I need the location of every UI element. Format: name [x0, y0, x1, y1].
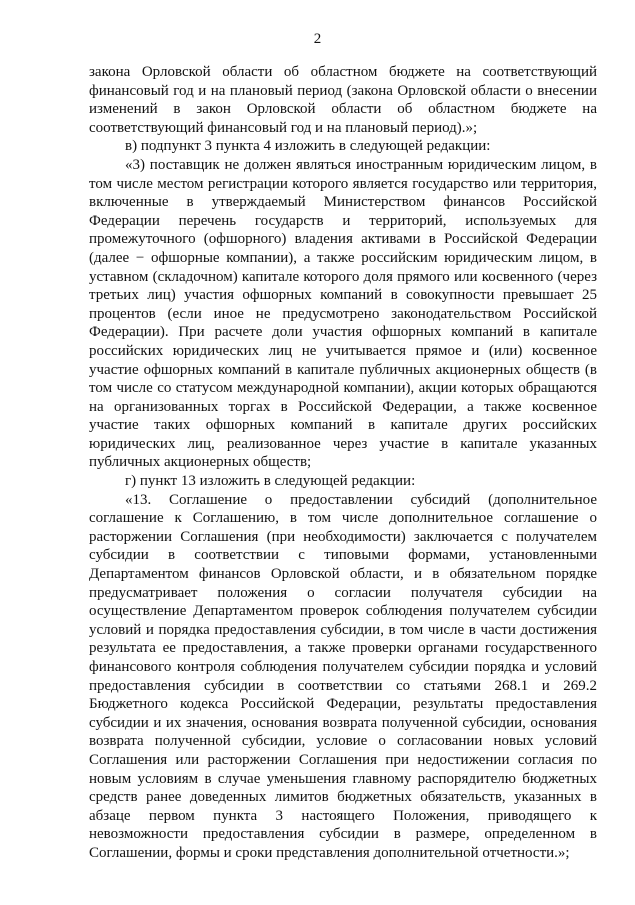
paragraph-subitem-v: в) подпункт 3 пункта 4 изложить в следующей редакции:: [125, 138, 491, 155]
document-body: [89, 63, 597, 863]
paragraph-item-3-text: «3) поставщик не должен являться иностранным юридическим лицом, в том числе местом регистрации которого является государство или территория, включенные в утверждаемый Министерством финансов Российской Федерации перечень государств и территорий, используемых для промежуточного (офшорного) владения активами в Российской Федерации (далее − офшорные компании), а также российским юридическим лицом, в уставном (складочном) капитале которого доля прямого или косвенного (через третьих лиц) участия офшорных компаний в совокупности превышает 25 процентов (если иное не предусмотрено законодательством Российской Федерации). При расчете доли участия офшорных компаний в капитале российских юридических лиц не учитывается прямое и (или) косвенное участие офшорных компаний в капитале публичных акционерных обществ (в том числе со статусом международной компании), акции которых обращаются на организованных торгах в Российской Федерации, а также косвенное участие таких офшорных компаний в капитале других российских юридических лиц, реализованное через участие в капитале указанных публичных акционерных обществ;: [89, 156, 597, 471]
paragraph-continuation: закона Орловской области об областном бюджете на соответствующий финансовый год и на плановый период (закона Орловской области о внесении изменений в закон Орловской области об областном бюджете на соответствующий финансовый год и на плановый период).»;: [89, 64, 597, 136]
paragraph-subitem-g: г) пункт 13 изложить в следующей редакции:: [125, 473, 416, 490]
page-number: 2: [313, 31, 322, 47]
paragraph-item-13-text: «13. Соглашение о предоставлении субсидий (дополнительное соглашение к Соглашению, в том числе дополнительное соглашение о расторжении Соглашения (при необходимости) заключается с получателем субсидии в соответствии с типовыми формами, установленными Департаментом финансов Орловской области, и в обязательном порядке предусматривает положения о согласии получателя субсидии на осуществление Департаментом проверок соблюдения получателем субсидии условий и порядка предоставления субсидии, в том числе в части достижения результата ее предоставления, а также проверки органами государственного финансового контроля соблюдения получателем субсидии порядка и условий предоставления субсидии в соответствии со статьями 268.1 и 269.2 Бюджетного кодекса Российской Федерации, результаты предоставления субсидии и их значения, основания возврата полученной субсидии, основания возврата полученной субсидии, условие о согласовании новых условий Соглашения или расторжении Соглашения при недостижении согласия по новым условиям в случае уменьшения главному распорядителю бюджетных средств ранее доведенных лимитов бюджетных обязательств, указанных в абзаце первом пункта 3 настоящего Положения, приводящего к невозможности предоставления субсидии в размере, определенном в Соглашении, формы и сроки представления дополнительной отчетности.»;: [89, 491, 597, 861]
